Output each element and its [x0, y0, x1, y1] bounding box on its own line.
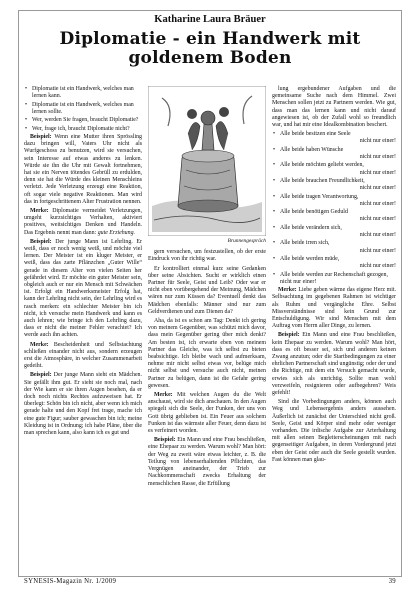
illustration-figure: [148, 86, 266, 236]
list-item: [272, 147, 396, 161]
paragraph-lead: Beispiel:: [30, 372, 52, 379]
column-middle: [148, 86, 266, 490]
paragraph-lead: Merke:: [30, 341, 49, 348]
list-item-suffix: nicht nur einer!: [359, 247, 396, 254]
paragraph-lead: Beispiel:: [278, 332, 300, 339]
paragraph: [272, 399, 396, 464]
list-item-suffix: nicht nur einer!: [359, 169, 396, 176]
list-item-text: • Alle beide besitzen eine Seele: [280, 131, 351, 138]
paragraph: [24, 372, 142, 437]
list-item-text: • Alle beide haben Wünsche: [280, 146, 344, 153]
paragraph-text: Wenn eine Mutter ihren Sprössling dazu bringen will, Vaters Uhr nicht als Wurfgeschoss zu benutzen, wird sie versuchen, sein Interesse auf etwas anderes zu lenken. Würde sie ihn die Uhr mit Gewalt fortnehmen, hat sie ein Nerven tötendes Gebrüll zu erdulden, denn sie hat die Würde des kleinen Menschleins verletzt. Jede Verletzung erzeugt eine Reaktion, oft sogar viele negative Reaktionen. Man wird das in fortgeschrittenem Alter Frustration nennen.: [24, 133, 142, 205]
list-item-text: • Alle beide irren sich,: [280, 240, 330, 247]
column-right: [272, 86, 396, 466]
list-item: [272, 256, 396, 270]
list-item: [272, 272, 396, 286]
fountain-conversation-illustration: [148, 86, 266, 236]
intro-bullet-list: [24, 86, 142, 133]
list-item: [272, 225, 396, 239]
list-item: [272, 162, 396, 176]
list-item-text: • Alle beide tragen Verantwortung,: [280, 193, 359, 200]
list-item-suffix: nicht nur einer!: [359, 154, 396, 161]
magazine-issue: SYNESIS-Magazin Nr. 1/2009: [24, 578, 117, 585]
list-item-text: • Alle beide verändern sich,: [280, 224, 342, 231]
list-item: [272, 178, 396, 192]
list-item: [272, 194, 396, 208]
paragraph-text: Bescheidenheit und Selbstachtung schließen einander nicht aus, sondern erzeugen erst die Atmosphäre, in welcher Zusammenarbeit gedeiht.: [24, 341, 142, 370]
paragraph-lead: Beispiel:: [154, 437, 176, 444]
list-item-suffix: nicht nur einer!: [359, 200, 396, 207]
list-item-suffix: nicht nur einer!: [359, 138, 396, 145]
paragraph: [272, 332, 396, 397]
paragraph: [24, 134, 142, 206]
paragraph-text: Sind die Vorbedingungen anders, können auch Weg und Lebensergebnis anders aussehen. Äußerlich ist zunächst der Unterschied nicht groß. Seele, Geist und Körper sind mehr oder weniger vorhanden. Die irdische Aufgabe zur Arterhaltung mit allen seinen Begleiterscheinungen mit nach gegenseitiger Aufgaben, in deren Vordergrund jetzt eben der Geist oder auch die Seele gestellt wurden. Fast können man glau-: [272, 399, 396, 463]
left-paragraphs: [24, 134, 142, 437]
list-item-suffix: nicht nur einer!: [359, 185, 396, 192]
article-author: Katharine Laura Bräuer: [154, 14, 266, 25]
list-item: [272, 131, 396, 145]
paragraph-text: Der junge Mann ist Lehrling. Er weiß, dass er noch wenig weiß, und möchte viel lernen. Der Meister ist ein kluger Meister, er weiß, dass das zarte Pflänzchen „Guter Wille“ gerade in diesem Alter von vielen Seiten her gefährdet wird. Er möchte ein guter Meister sein, obgleich auch er nur ein Mensch mit Schwächen ist. Erfolgt ein Handwerksmeister Erfolg hat, kann der Lehrling nicht sein, der Lehrling wird es rasch merken: ein schlechter Meister bin ich nicht, ich versuche mein Handwerk und kann es auch lehren; wie bringe ich den Lehrling dazu, dass er nicht die meiner Fehler verachtet? Ich werde auch ihn achten.: [24, 238, 142, 339]
list-item-text: • Alle beide werden müde,: [280, 255, 340, 262]
paragraph-lead: Beispiel:: [30, 238, 52, 245]
paragraph-text: Diplomatie vermeidet Verletzungen, umgeht kurzsichtiges Verhalten, aktiviert positives, weitsichtiges Denken und Handeln. Das Ergebnis nennt man dann:: [24, 208, 142, 236]
list-item-text: • Alle beide brauchen Freundlichkeit,: [280, 178, 365, 184]
column-left: [24, 86, 142, 439]
paragraph-text: Aha, da ist es schon am Tag: Denkt ich gering von meinem Gegenüber, was schützt mich davor, dass mein Gegenüber gering über mich denkt? Am besten ist, ich erwarte eben von meinem Partner das Gleiche, was ich selbst zu bieten beabsichtige. Ich bleibe wach und aufmerksam, nehme mir nicht selbst etwas vor, belüge mich nicht selbst und versuche auch nicht, meinen Partner zu belügen, dann ist die Gefahr gering gewesen.: [148, 318, 266, 389]
paragraph-text: Ein Mann und eine Frau beschließen, eine Ehepaar zu werden. Warum wohl? Man hört: der Weg zu zweit wäre etwas leichter, z. B. die Teilung von lebenserhaltenden Pflichten, das Vergnügen aneinander, der Trieb zur Nachkommenschaft zwecks Erhaltung der menschlichen Rasse, die Erfüllung: [148, 437, 266, 487]
list-item: • Wer, werden Sie fragen, braucht Diplomatie?: [24, 117, 142, 124]
paragraph: [148, 318, 266, 390]
paragraph: [24, 208, 142, 237]
list-item: • Diplomatie ist ein Handwerk, welches man lernen kann.: [24, 86, 142, 100]
paragraph-text: Liebe geben wärme das eigene Herz mit. Selbsachtung im gegebenen Rahmen ist wichtiger als Ruhm und vergängliche Ehre. Selbst Missverständnisse sind kein Grund zur Entschuldigung. Wir sind Menschen mit dem Auftrag vom Herrn aller Dinge, zu lernen.: [272, 287, 396, 330]
paragraph-lead: Merke:: [154, 392, 173, 399]
paragraph-text: Mit welchen Augen du die Welt anschaust, wird sie dich anschauen. In den Augen spiegelt sich die Seele, der Funken, der uns von Gott übrig geblieben ist. Ein Feuer aus solchem Funken ist das wärmste aller Feuer, denn dazu ist es verfeinert worden.: [148, 392, 266, 435]
right-intro-paragraphs: [272, 86, 396, 129]
paragraph: [272, 287, 396, 330]
paragraph: [148, 249, 266, 263]
list-item-suffix: nicht nur einer!: [359, 231, 396, 238]
article-title: Diplomatie - ein Handwerk mit goldenem Boden: [59, 29, 361, 68]
right-paragraphs: [272, 287, 396, 464]
both-partners-list: [272, 131, 396, 286]
figure-caption: Brunnengespräch: [227, 238, 266, 244]
paragraph-text: lung ergebundener Aufgaben und die gemeinsame Suche nach dem Himmel. Zwei Menschen sollen jetzt zu Partnern werden. Wie gut, dass man das lernen kann und nicht darauf angewiesen ist, ob der Zufall wohl so freundlich war, und hat mir eine Idealkombination beschert.: [272, 86, 396, 129]
list-item: [272, 240, 396, 254]
paragraph-lead: Beispiel:: [30, 133, 52, 140]
list-item: • Wer, frage ich, braucht Diplomatie nicht?: [24, 126, 142, 133]
list-item-text: • Alle beide möchten geliebt werden,: [280, 162, 364, 169]
list-item-suffix: nicht nur einer!: [359, 263, 396, 270]
list-item-suffix: nicht nur einer!: [359, 216, 396, 223]
paragraph: [148, 437, 266, 487]
paragraph-emphasis: gute Erziehung.: [97, 229, 135, 236]
paragraph-text: Der junge Mann sieht ein Mädchen. Sie gefällt ihm gut. Er sieht sie noch mal, nach der Wie kann er sie ihren Augen besehen, da er doch noch nichts Rechtes aufzuweisen hat. Er überlegt: Schön bin ich nicht, aber wenn ich mich gerade halte und den Kopf frei trage, mache ich eine gute Figur; sauber gewaschen bin ich; meine Kleidung ist in Ordnung; ich habe Pläne, über die man sprechen kann, also kann ich es gut und: [24, 372, 142, 437]
paragraph-lead: Merke:: [278, 287, 297, 294]
paragraph: [24, 342, 142, 371]
list-item-text: • Alle beide werden zur Rechenschaft gezogen, nicht nur einer!: [280, 271, 388, 285]
paragraph-text: Ein Mann und eine Frau beschließen, kein Ehepaar zu werden. Warum wohl? Man hört, dass es oft besser sei, sich und anderen keinen Zwang anzutun; oder die Startbedingungen zu einer ehrlichen Partnerschaft sind ungünstig; oder der und die Richtige, mit dem ein Versuch gemacht wurde, erwies sich als unrichtig. Sollte man wohl verzweifeln, resignieren oder aufbegehren? Weis gefehlt!: [272, 332, 396, 396]
paragraph-text: gern versuchen, um festzustellen, ob der erste Eindruck von ihr richtig war.: [148, 249, 266, 263]
list-item: [272, 209, 396, 223]
paragraph-text: Er kontrolliert einmal kurz seine Gedanken über seine Absichten. Sucht er wirklich einen Partner für Seele, Geist und Leib? Oder war er nicht eben vorübergehend der Meinung, Mädchen wären nur zum Küssen da? Eventuell denkt das Mädchen ebenfalls: Männer sind nur zum Geldverdienen und zum Dienen da?: [148, 265, 266, 315]
middle-paragraphs: [148, 249, 266, 488]
paragraph: [148, 392, 266, 435]
paragraph: [148, 266, 266, 316]
paragraph: [272, 86, 396, 129]
page-number: 39: [388, 578, 396, 585]
list-item: • Diplomatie ist ein Handwerk, welches man lernen sollte.: [24, 102, 142, 116]
paragraph-lead: Merke:: [30, 208, 49, 214]
list-item-text: • Alle beide benötigen Geduld: [280, 209, 348, 216]
paragraph: [24, 239, 142, 340]
